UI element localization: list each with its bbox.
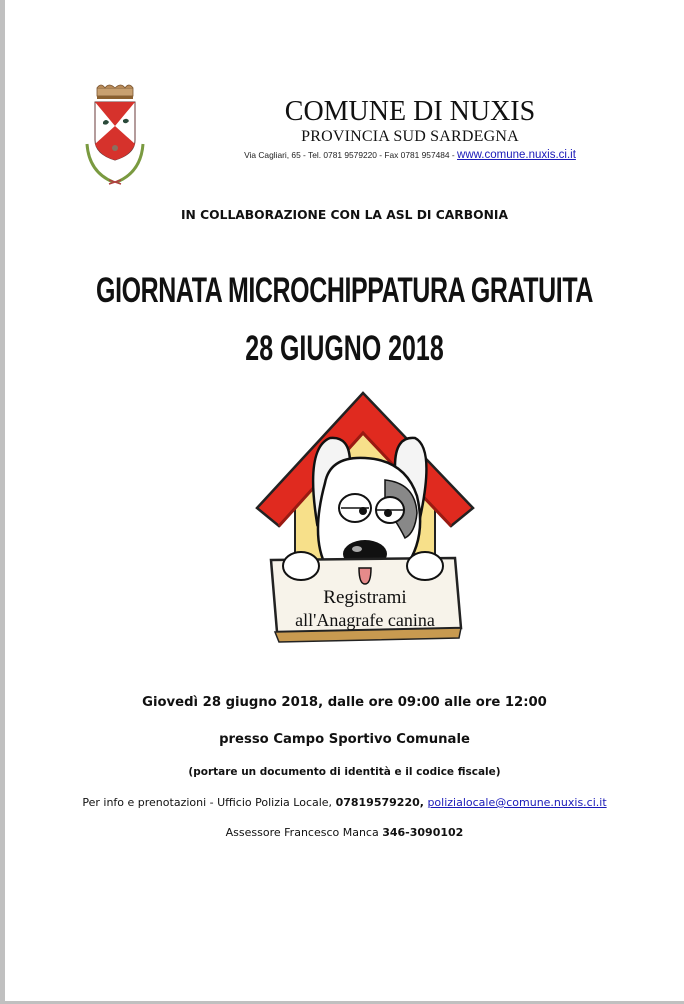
dog-paw-right: [407, 552, 443, 580]
assessor-phone: 346-3090102: [382, 826, 464, 839]
document-page: [5, 0, 684, 1001]
info-email-link[interactable]: polizialocale@comune.nuxis.ci.it: [427, 796, 607, 809]
assessor-contact: [5, 826, 684, 839]
info-prefix: Per info e prenotazioni - Ufficio Polizia Locale,: [82, 796, 336, 809]
contact-address: [220, 149, 600, 161]
event-location: presso Campo Sportivo Comunale: [219, 732, 470, 747]
sign-text-line1: Registrami: [323, 587, 407, 608]
collaboration-line: IN COLLABORAZIONE CON LA ASL DI CARBONIA: [180, 208, 508, 222]
event-title: GIORNATA MICROCHIPPATURA GRATUITA: [96, 270, 593, 310]
dog-paw-left: [283, 552, 319, 580]
website-link[interactable]: www.comune.nuxis.ci.it: [457, 149, 576, 161]
province-name: PROVINCIA SUD SARDEGNA: [301, 128, 519, 145]
info-contact: [5, 796, 684, 809]
event-time: Giovedì 28 giugno 2018, dalle ore 09:00 alle ore 12:00: [142, 695, 547, 710]
info-phone: 07819579220,: [335, 796, 424, 809]
event-date: 28 GIUGNO 2018: [245, 328, 444, 368]
address-text: Via Cagliari, 65 - Tel. 0781 9579220 - Fax 0781 957484 -: [244, 150, 458, 160]
sign-text-line2: all'Anagrafe canina: [295, 610, 435, 630]
assessor-name: Assessore Francesco Manca: [225, 826, 383, 839]
required-documents: (portare un documento di identità e il codice fiscale): [188, 766, 501, 778]
dog-doghouse-illustration: [255, 388, 475, 653]
municipality-name: COMUNE DI NUXIS: [284, 96, 536, 127]
municipal-crest-icon: [75, 82, 155, 190]
